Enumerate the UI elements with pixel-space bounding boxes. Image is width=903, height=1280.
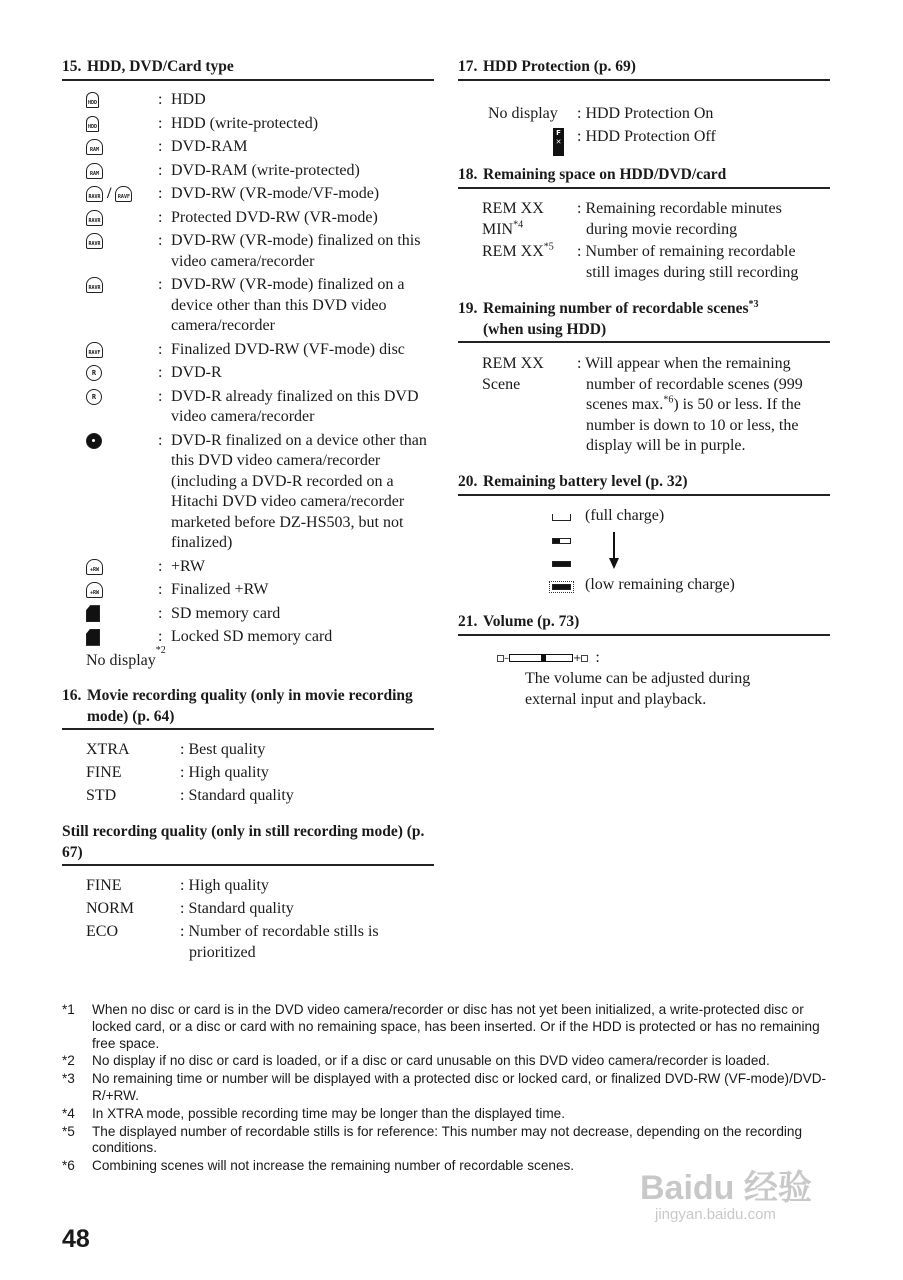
arrow-down-icon	[613, 532, 615, 560]
battery-shape	[552, 584, 571, 590]
footnote-ref: *6	[663, 394, 674, 406]
footnote-marker: *1	[62, 1002, 75, 1017]
footnote-marker: *6	[62, 1158, 75, 1174]
heading-rule	[62, 79, 434, 81]
dvd-r-finalized-other-icon	[86, 433, 102, 449]
footnote-text: No remaining time or number will be displayed with a protected disc or locked card, or finalized DVD-RW (VF-mode)/DVD-R/+RW.	[92, 1071, 827, 1103]
section-title: Movie recording quality (only in movie recording mode) (p. 64)	[87, 687, 413, 725]
item-desc: DVD-RW (VR-mode) finalized on this video camera/recorder	[171, 232, 421, 270]
desc-line: number is down to 10 or less, the	[586, 416, 799, 434]
desc-line: number of recordable scenes (999	[586, 375, 803, 393]
list-item	[62, 363, 434, 384]
desc-line: : Number of remaining recordable	[577, 243, 796, 260]
footnote-text: Combining scenes will not increase the remaining number of recordable scenes.	[92, 1158, 575, 1174]
row-key: FINE	[86, 764, 122, 781]
desc-line: external input and playback.	[525, 690, 707, 708]
section-title: Remaining number of recordable scenes	[483, 300, 749, 317]
row-key: XTRA	[86, 741, 130, 758]
separator: :	[158, 114, 163, 132]
watermark-url: jingyan.baidu.com	[655, 1206, 776, 1223]
battery-icon-1	[552, 529, 585, 552]
icon-cell	[62, 231, 158, 252]
footnote-ref: *2	[155, 644, 166, 656]
row-key: STD	[86, 787, 117, 804]
table-row	[86, 899, 410, 920]
footnote-ref: *4	[513, 219, 524, 231]
separator: :	[158, 161, 163, 179]
volume-bar	[497, 649, 600, 666]
separator: :	[158, 581, 163, 598]
separator: :	[158, 276, 163, 293]
battery-icon-2	[552, 552, 585, 575]
media-type-list	[62, 90, 434, 671]
list-item	[62, 90, 434, 111]
rem-min-desc	[577, 199, 782, 240]
item-desc: DVD-R already finalized on this DVD video camera/recorder	[171, 387, 419, 425]
movie-quality-table	[86, 740, 410, 809]
row-value: : High quality	[180, 764, 269, 781]
heading-rule	[458, 187, 830, 189]
heading-rule	[458, 79, 830, 81]
footnote	[62, 1124, 832, 1158]
icon-cell	[62, 208, 158, 229]
list-item	[62, 137, 434, 158]
icon-cell	[62, 340, 158, 361]
plus-rw-icon: +RW	[86, 559, 103, 575]
still-quality-table	[86, 876, 410, 966]
protection-on-desc: : HDD Protection On	[577, 105, 714, 122]
sd-card-icon	[86, 605, 100, 622]
item-desc: DVD-RAM (write-protected)	[171, 161, 360, 179]
item-desc: HDD (write-protected)	[171, 114, 319, 132]
footnote-text: No display if no disc or card is loaded, or if a disc or card unusable on this DVD video camera/recorder is loaded.	[92, 1053, 770, 1069]
desc-line: The volume can be adjusted during	[525, 670, 751, 687]
section-title: Volume (p. 73)	[483, 613, 580, 630]
separator: :	[158, 208, 163, 226]
dvd-r-icon: R	[86, 365, 102, 381]
icon-cell	[62, 275, 158, 296]
icon-cell	[62, 387, 158, 408]
volume-desc	[525, 669, 750, 710]
heading-rule	[62, 728, 434, 730]
battery-shape	[552, 561, 571, 567]
battery-levels	[552, 506, 585, 598]
list-item	[62, 627, 434, 648]
dvd-r-finalized-icon: R	[86, 389, 102, 405]
section-number: 18.	[458, 166, 478, 183]
separator: :	[158, 340, 163, 358]
section-16-heading	[62, 685, 434, 727]
separator: :	[595, 649, 600, 666]
list-item	[62, 340, 434, 361]
dvd-rw-finalized-icon: RAVR	[86, 233, 103, 249]
section-number: 19.	[458, 300, 478, 317]
item-desc: HDD	[171, 91, 206, 108]
list-item	[62, 161, 434, 182]
section-number: 15.	[62, 58, 82, 75]
list-item	[62, 604, 434, 625]
volume-knob	[541, 654, 546, 661]
still-quality-heading: Still recording quality (only in still recording mode) (p. 67)	[62, 823, 425, 861]
separator: :	[158, 431, 163, 449]
list-item	[62, 184, 434, 205]
footnote-marker: *5	[62, 1123, 75, 1139]
dvd-rw-vr-vf-icon: RAVR	[86, 186, 103, 202]
no-display-item	[62, 644, 434, 672]
full-charge-label: (full charge)	[585, 507, 665, 524]
battery-icon-0	[552, 506, 585, 529]
footnote	[62, 1071, 832, 1105]
list-item	[62, 275, 434, 337]
footnote-text: In XTRA mode, possible recording time may be longer than the displayed time.	[92, 1105, 566, 1121]
dvd-ram-protected-icon: RAM	[86, 163, 103, 179]
desc-line: : Will appear when the remaining	[577, 355, 791, 372]
separator: :	[158, 628, 163, 645]
section-title: Remaining space on HDD/DVD/card	[483, 166, 727, 183]
plus-rw-finalized-icon: +RW	[86, 582, 103, 598]
item-desc: Locked SD memory card	[171, 628, 333, 645]
desc-line: still images during still recording	[586, 263, 799, 281]
minus-sign: –	[504, 652, 509, 664]
icon-cell	[62, 604, 158, 625]
dvd-rw-protected-icon: RAVR	[86, 210, 103, 226]
section-title: Remaining battery level (p. 32)	[483, 473, 688, 490]
separator: :	[158, 364, 163, 381]
row-value: : Best quality	[180, 741, 266, 758]
item-desc: Protected DVD-RW (VR-mode)	[171, 208, 378, 226]
footnotes	[62, 1002, 832, 1176]
separator: :	[158, 557, 163, 575]
separator: :	[158, 604, 163, 622]
item-desc: DVD-RW (VR-mode/VF-mode)	[171, 185, 380, 202]
icon-cell	[62, 363, 158, 384]
section-18-heading	[458, 164, 726, 185]
item-desc: DVD-R	[171, 364, 222, 381]
row-value: : Standard quality	[180, 900, 294, 917]
table-row	[86, 876, 410, 897]
arrow-head	[609, 558, 619, 569]
footnote	[62, 1106, 832, 1123]
footnote-marker: *2	[62, 1053, 75, 1069]
desc-line: scenes max.	[586, 396, 664, 413]
item-desc: DVD-RAM	[171, 138, 248, 155]
section-title: HDD, DVD/Card type	[87, 58, 234, 75]
desc-line: : Remaining recordable minutes	[577, 200, 782, 217]
low-charge-label: (low remaining charge)	[585, 576, 735, 593]
icon-cell	[62, 161, 158, 182]
row-key: FINE	[86, 877, 122, 894]
speaker-minus-icon	[497, 655, 504, 662]
section-21-heading	[458, 611, 579, 632]
table-row	[86, 740, 410, 761]
footnote-ref: *3	[748, 298, 759, 310]
heading-rule	[62, 864, 434, 866]
footnote-text: The displayed number of recordable stills is for reference: This number may not decrease, depending on the recording conditions.	[92, 1123, 803, 1156]
table-row	[86, 922, 410, 963]
desc-line: during movie recording	[586, 220, 738, 238]
dvd-rw-vr-vf-icon-vf: RAVF	[115, 186, 132, 202]
scene-label: Scene	[482, 375, 521, 393]
list-item	[62, 114, 434, 135]
separator: :	[158, 387, 163, 405]
icon-cell	[62, 431, 158, 452]
separator: :	[158, 138, 163, 155]
icon-cell	[62, 580, 158, 601]
table-row	[86, 763, 410, 784]
section-number: 16.	[62, 687, 82, 704]
protection-off-desc: : HDD Protection Off	[577, 128, 716, 145]
battery-icon-3	[552, 575, 585, 598]
icon-cell	[62, 137, 158, 158]
rem-stills-label	[482, 242, 554, 263]
footnote	[62, 1002, 832, 1052]
section-15-heading	[62, 56, 234, 77]
no-display-label: No display	[488, 105, 558, 122]
list-item	[62, 387, 434, 428]
separator: :	[158, 91, 163, 108]
footnote-marker: *3	[62, 1071, 75, 1087]
volume-slider	[509, 654, 573, 662]
watermark-logo: Baidu 经验	[640, 1169, 812, 1207]
section-20-heading	[458, 471, 687, 492]
slash-separator: /	[107, 185, 112, 202]
dvd-rw-finalized-other-icon: RAVR	[86, 277, 103, 293]
footnote	[62, 1053, 832, 1070]
dvd-rw-vf-finalized-icon: RAVF	[86, 342, 103, 358]
no-display-label: No display	[86, 651, 156, 669]
separator: :	[158, 232, 163, 249]
item-desc: +RW	[171, 557, 205, 575]
list-item	[62, 431, 434, 554]
icon-cell	[62, 184, 158, 205]
rem-scene-label	[482, 354, 544, 395]
icon-cell	[62, 114, 158, 135]
table-row	[86, 786, 410, 807]
footnote-marker: *4	[62, 1105, 75, 1121]
row-value: : Number of recordable stills is prioritized	[180, 923, 379, 961]
section-number: 21.	[458, 613, 478, 630]
battery-shape	[552, 538, 571, 544]
rem-stills-desc	[577, 242, 798, 283]
plus-sign: +	[573, 652, 582, 664]
list-item	[62, 580, 434, 601]
icon-cell	[62, 90, 158, 111]
rem-xx: REM XX	[482, 243, 544, 260]
row-value: : Standard quality	[180, 787, 294, 804]
dvd-ram-icon: RAM	[86, 139, 103, 155]
separator: :	[158, 185, 163, 202]
item-desc: DVD-RW (VR-mode) finalized on a device other than this DVD video camera/recorder	[171, 276, 405, 334]
item-desc: Finalized DVD-RW (VF-mode) disc	[171, 340, 405, 358]
section-subtitle: (when using HDD)	[483, 321, 607, 338]
hdd-protected-icon: HDD	[86, 116, 99, 132]
hdd-protection-off-icon: F ✕	[553, 128, 564, 156]
section-17-heading	[458, 56, 636, 77]
sd-card-locked-icon	[86, 629, 100, 646]
section-title: HDD Protection (p. 69)	[483, 58, 636, 75]
section-19-heading	[458, 298, 759, 340]
icon-cell	[62, 627, 158, 648]
section-number: 17.	[458, 58, 478, 75]
heading-rule	[458, 341, 830, 343]
desc-line: ) is 50 or less. If the	[673, 396, 801, 413]
speaker-plus-icon	[581, 655, 588, 662]
rem-scene-desc	[577, 354, 827, 457]
footnote-text: When no disc or card is in the DVD video camera/recorder or disc has not yet been initialized, a write-protected disc or locked card, or a disc or card with no remaining space, has been inserted. Or if the HDD is protected or has no remaining free space.	[92, 1002, 820, 1051]
battery-shape	[552, 514, 571, 521]
heading-rule	[458, 634, 830, 636]
rem-xx: REM XX	[482, 200, 544, 217]
list-item	[62, 231, 434, 272]
min-label: MIN	[482, 220, 514, 238]
list-item	[62, 208, 434, 229]
section-number: 20.	[458, 473, 478, 490]
rem-min-label	[482, 199, 544, 240]
item-desc: SD memory card	[171, 604, 281, 622]
hdd-icon: HDD	[86, 92, 99, 108]
footnote-ref: *5	[543, 241, 554, 253]
item-desc: Finalized +RW	[171, 581, 269, 598]
heading-rule	[458, 494, 830, 496]
rem-xx: REM XX	[482, 355, 544, 372]
row-value: : High quality	[180, 877, 269, 894]
row-key: NORM	[86, 900, 135, 917]
item-desc: DVD-R finalized on a device other than this DVD video camera/recorder (including a DVD-R recorded on a Hitachi DVD video camera/recorder marketed before DZ-HS503, but not finalized)	[171, 431, 427, 551]
list-item	[62, 557, 434, 578]
desc-line: display will be in purple.	[586, 437, 746, 454]
page-number: 48	[62, 1225, 90, 1253]
icon-cell	[62, 557, 158, 578]
row-key: ECO	[86, 923, 118, 940]
